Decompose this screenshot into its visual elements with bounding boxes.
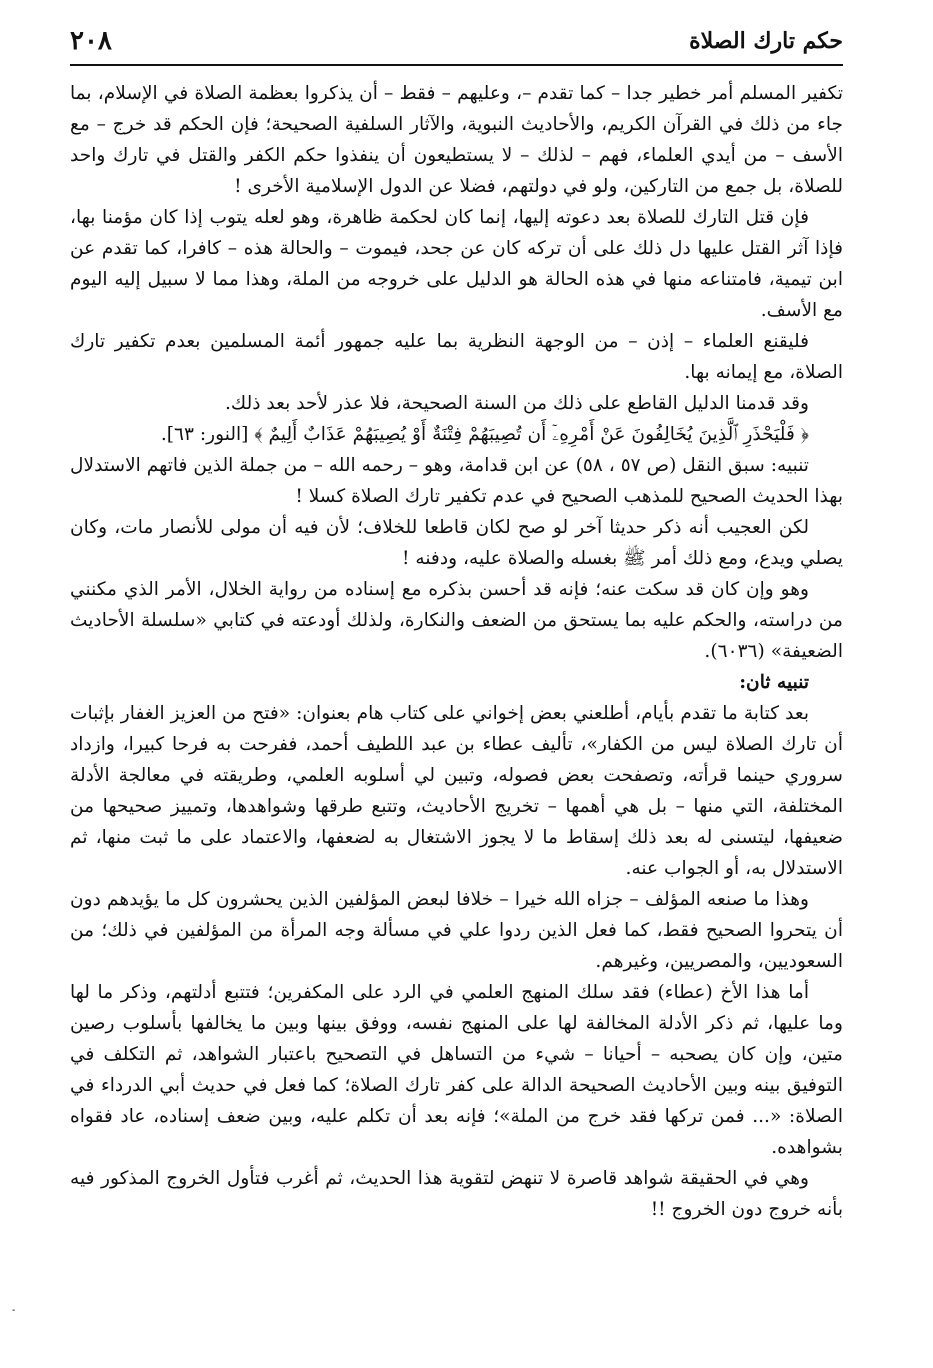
paragraph: لكن العجيب أنه ذكر حديثا آخر لو صح لكان قاطعا للخلاف؛ لأن فيه أن مولى للأنصار مات، وكان يصلي ويدع، ومع ذلك أمر ﷺ بغسله والصلاة عليه، ودفنه ! xyxy=(70,517,843,569)
page-header xyxy=(70,24,843,66)
margin-mark: - xyxy=(12,1305,16,1316)
paragraph: تكفير المسلم أمر خطير جدا – كما تقدم –، وعليهم – فقط – أن يذكروا بعظمة الصلاة في الإسلام، بما جاء من ذلك في القرآن الكريم، والأحاديث النبوية، والآثار السلفية الصحيحة؛ فإن الحكم قد خرج – مع الأسف – من أيدي العلماء، فهم – لذلك – لا يستطيعون أن ينفذوا حكم الكفر والقتل في تارك واحد للصلاة، بل جمع من التاركين، ولو في دولتهم، فضلا عن الدول الإسلامية الأخرى ! xyxy=(70,83,843,197)
paragraph: وهي في الحقيقة شواهد قاصرة لا تنهض لتقوية هذا الحديث، ثم أغرب فتأول الخروج المذكور فيه بأنه خروج دون الخروج !! xyxy=(70,1168,843,1220)
body-text xyxy=(70,78,843,1225)
paragraph: فليقنع العلماء – إذن – من الوجهة النظرية بما عليه جمهور أئمة المسلمين بعدم تكفير تارك الصلاة، مع إيمانه بها. xyxy=(70,331,843,383)
paragraph: فإن قتل التارك للصلاة بعد دعوته إليها، إنما كان لحكمة ظاهرة، وهو لعله يتوب إذا كان مؤمنا بها، فإذا آثر القتل عليها دل ذلك على أن تركه كان عن جحد، فيموت – والحالة هذه – كافرا، كما تقدم عن ابن تيمية، فامتناعه منها في هذه الحالة هو الدليل على خروجه من الملة، وهذا مما لا سبيل إليه اليوم مع الأسف. xyxy=(70,207,843,321)
paragraph: وقد قدمنا الدليل القاطع على ذلك من السنة الصحيحة، فلا عذر لأحد بعد ذلك. xyxy=(224,393,809,414)
paragraph: وهذا ما صنعه المؤلف – جزاه الله خيرا – خلافا لبعض المؤلفين الذين يحشرون كل ما يؤيدهم دون أن يتحروا الصحيح فقط، كما فعل الذين ردوا علي في مسألة وجه المرأة من المؤلفين في ذلك؛ من السعوديين، والمصريين، وغيرهم. xyxy=(70,889,843,972)
paragraph: أما هذا الأخ (عطاء) فقد سلك المنهج العلمي في الرد على المكفرين؛ فتتبع أدلتهم، وذكر ما لها وما عليها، ثم ذكر الأدلة المخالفة لها على المنهج نفسه، ووفق بينها وبين ما يخالفها بأسلوب رصين متين، وإن كان يصحبه – أحيانا – شيء من التساهل في التصحيح باعتبار الشواهد، ثم التكلف في التوفيق بينه وبين الأحاديث الصحيحة الدالة على كفر تارك الصلاة؛ كما فعل في حديث أبي الدرداء في الصلاة: «... فمن تركها فقد خرج من الملة»؛ فإنه بعد أن تكلم عليه، وبين ضعف إسناده، عاد فقواه بشواهده. xyxy=(70,982,843,1158)
page-number: ٢٠٨ xyxy=(70,26,112,56)
quran-verse: ﴿ فَلْيَحْذَرِ ٱلَّذِينَ يُخَالِفُونَ عَنْ أَمْرِهِۦٓ أَن تُصِيبَهُمْ فِتْنَةٌ أَوْ يُصِيبَهُمْ عَذَابٌ أَلِيمٌ ﴾ [النور: ٦٣]. xyxy=(160,424,809,445)
paragraph: بعد كتابة ما تقدم بأيام، أطلعني بعض إخواني على كتاب هام بعنوان: «فتح من العزيز الغفار بإثبات أن تارك الصلاة ليس من الكفار»، تأليف عطاء بن عبد اللطيف أحمد، ففرحت به فرحا كبيرا، وازداد سروري حينما قرأته، وتصفحت بعض فصوله، وتبين لي أسلوبه العلمي، وطريقته في معالجة الأدلة المختلفة، التي منها – بل هي أهمها – تخريج الأحاديث، وتتبع طرقها وشواهدها، وتمييز صحيحها من ضعيفها، ليتسنى له بعد ذلك إسقاط ما لا يجوز الاشتغال به لضعفها، والاعتماد على ما ثبت منها، ثم الاستدلال به، أو الجواب عنه. xyxy=(70,703,843,879)
section-heading: تنبيه ثان: xyxy=(739,672,809,693)
paragraph: وهو وإن كان قد سكت عنه؛ فإنه قد أحسن بذكره مع إسناده من رواية الخلال، الأمر الذي مكنني من دراسته، والحكم عليه بما يستحق من الضعف والنكارة، ولذلك أودعته في كتابي «سلسلة الأحاديث الضعيفة» (٦٠٣٦). xyxy=(70,579,843,662)
running-title: حكم تارك الصلاة xyxy=(689,28,843,54)
paragraph: تنبيه: سبق النقل (ص ٥٧ ، ٥٨) عن ابن قدامة، وهو – رحمه الله – من جملة الذين فاتهم الاستدلال بهذا الحديث الصحيح للمذهب الصحيح في عدم تكفير تارك الصلاة كسلا ! xyxy=(70,455,843,507)
